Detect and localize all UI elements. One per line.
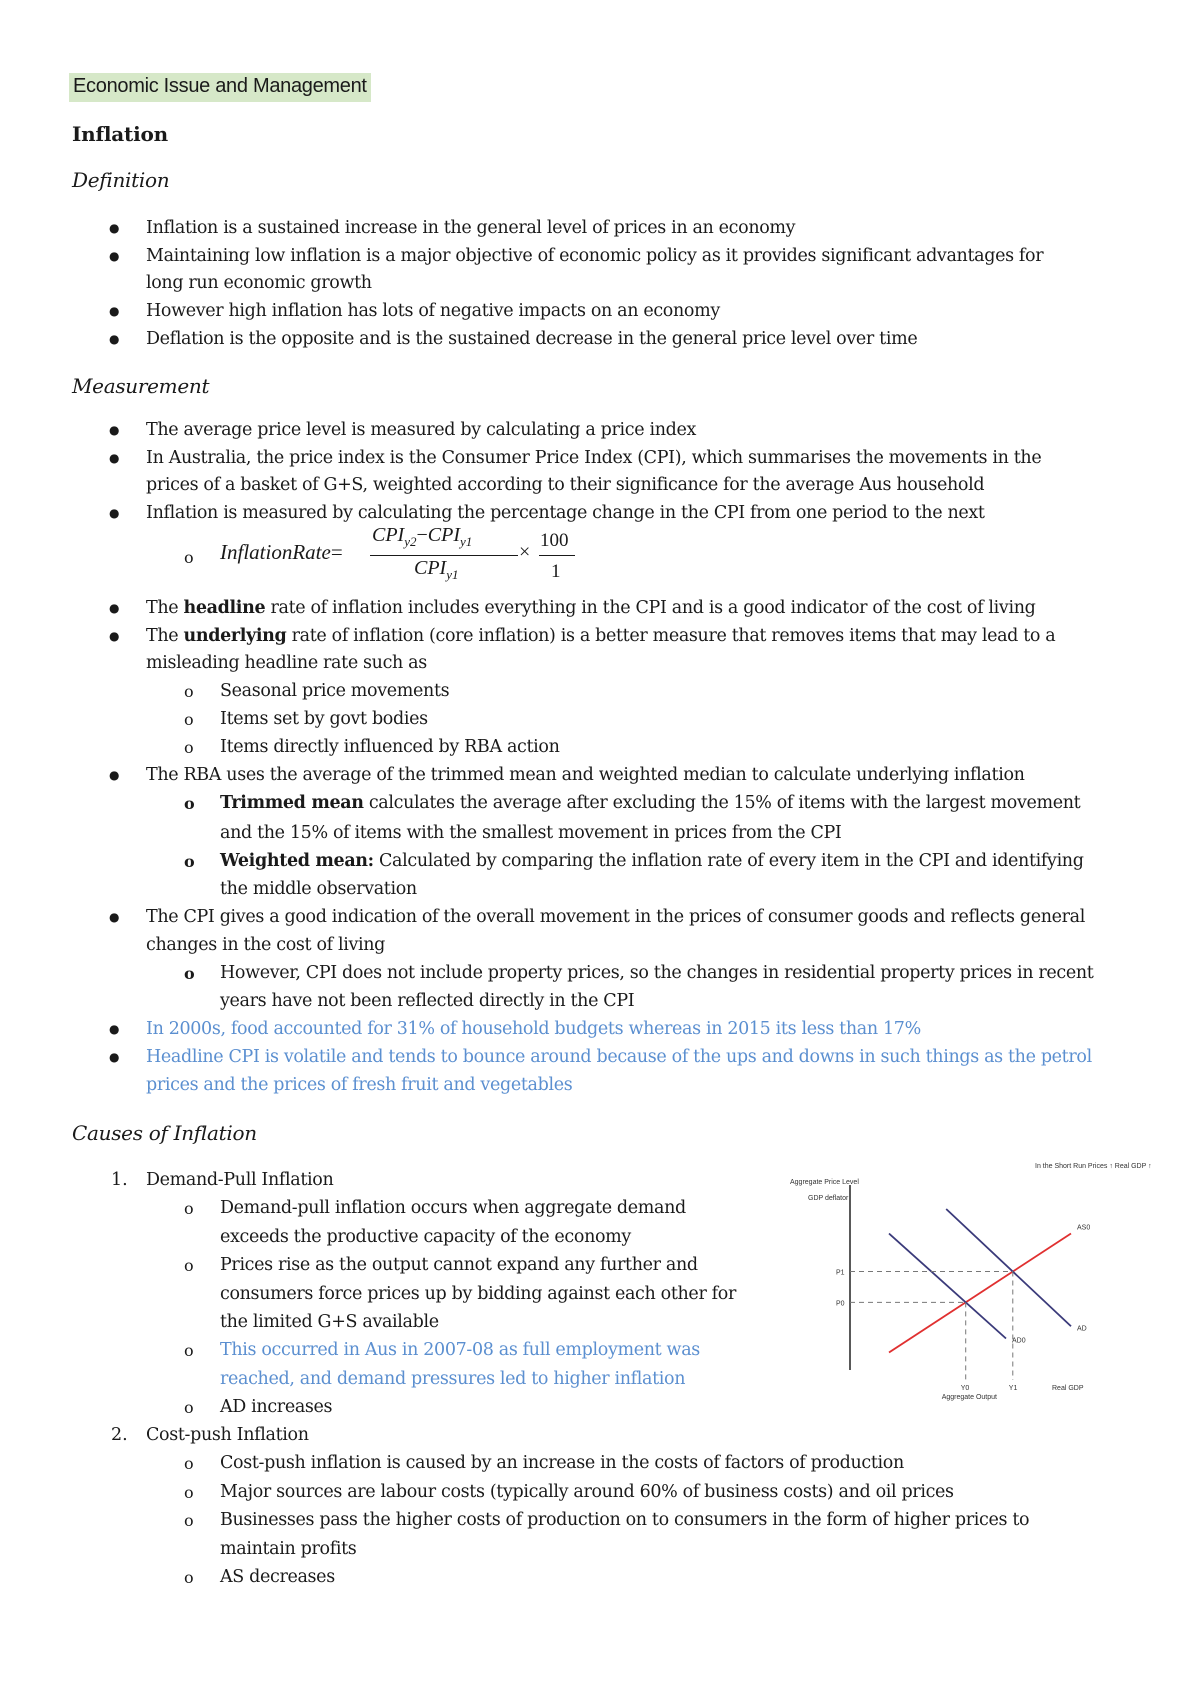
cause-title: Demand-Pull Inflation: [146, 1170, 334, 1190]
series-label: AD: [1077, 1325, 1087, 1333]
bullet-icon: ●: [109, 1022, 120, 1036]
measurement-item-cont: prices and the prices of fresh fruit and vegetables: [146, 1075, 573, 1095]
measurement-item-highlight: In 2000s, food accounted for 31% of household budgets whereas in 2015 its less than 17%: [146, 1019, 921, 1039]
formula-times: ×: [519, 541, 531, 563]
x-tick-label: Y0: [960, 1385, 970, 1392]
bullet-icon: ●: [109, 332, 120, 346]
causes-heading: Causes of Inflation: [72, 1121, 257, 1145]
definition-heading: Definition: [72, 168, 170, 192]
sub-item: Prices rise as the output cannot expand any further and: [220, 1255, 698, 1275]
sub-bullet-icon: o: [184, 710, 194, 729]
formula-100: 100: [540, 530, 569, 551]
definition-item: Maintaining low inflation is a major objective of economic policy as it provides significant advantages for: [146, 246, 1044, 266]
definition-item: Deflation is the opposite and is the sustained decrease in the general price level over time: [146, 329, 918, 349]
sub-bullet-icon: o: [184, 1568, 194, 1587]
sub-item: Demand-pull inflation occurs when aggregate demand: [220, 1198, 686, 1218]
list-number: 1.: [111, 1170, 128, 1190]
definition-item: Inflation is a sustained increase in the general level of prices in an economy: [146, 218, 796, 238]
sub-item-highlight: This occurred in Aus in 2007-08 as full employment was: [220, 1340, 700, 1360]
sub-item: AS decreases: [220, 1567, 335, 1587]
measurement-item: The headline rate of inflation includes everything in the CPI and is a good indicator of the cost of living: [146, 598, 1036, 618]
sub-item-cont: and the 15% of items with the smallest movement in prices from the CPI: [220, 823, 842, 843]
sub-item: AD increases: [220, 1397, 333, 1417]
measurement-item-highlight: Headline CPI is volatile and tends to bounce around because of the ups and downs in such things as the petrol: [146, 1047, 1092, 1067]
sub-item: Businesses pass the higher costs of production on to consumers in the form of higher prices to: [220, 1510, 1030, 1530]
sub-item-cont: exceeds the productive capacity of the economy: [220, 1227, 631, 1247]
bullet-icon: ●: [109, 221, 120, 235]
bullet-icon: ●: [109, 910, 120, 924]
x-tick-label: Y1: [1008, 1385, 1018, 1392]
y-axis-label-2: GDP deflator: [808, 1195, 849, 1202]
y-tick-label: P1: [836, 1269, 845, 1277]
sub-item-cont: reached, and demand pressures led to higher inflation: [220, 1369, 686, 1389]
measurement-item: The CPI gives a good indication of the overall movement in the prices of consumer goods and reflects general: [146, 907, 1085, 927]
formula-1: 1: [551, 561, 561, 582]
sub-item-cont: years have not been reflected directly in the CPI: [220, 991, 635, 1011]
sub-bullet-icon: o: [184, 1511, 194, 1530]
bullet-icon: ●: [109, 506, 120, 520]
formula-numerator: $CPI_{y2}-CPI_{y1}$: [372, 524, 473, 549]
sub-item: Seasonal price movements: [220, 681, 450, 701]
series-label: AD0: [1012, 1337, 1026, 1345]
sub-item: Items directly influenced by RBA action: [220, 737, 560, 757]
sub-bullet-icon: o: [184, 682, 194, 701]
bullet-icon: ●: [109, 1050, 120, 1064]
bullet-icon: ●: [109, 601, 120, 615]
x-axis-label-right: Real GDP: [1052, 1385, 1084, 1392]
sub-item: Weighted mean: Calculated by comparing the inflation rate of every item in the CPI and identifying: [220, 851, 1084, 871]
measurement-item: The underlying rate of inflation (core inflation) is a better measure that removes items that may lead to a: [146, 626, 1056, 646]
sub-bullet-icon: o: [184, 1454, 194, 1473]
definition-item-cont: long run economic growth: [146, 273, 372, 293]
x-axis-label: Aggregate Output: [941, 1394, 997, 1401]
formula-lhs: InflationRate=: [220, 540, 343, 564]
sub-item: However, CPI does not include property prices, so the changes in residential property prices in recent: [220, 963, 1094, 983]
bullet-icon: ●: [109, 768, 120, 782]
series-line-as0: [889, 1234, 1071, 1353]
list-number: 2.: [111, 1425, 128, 1445]
y-axis-label: Aggregate Price Level: [790, 1179, 859, 1186]
chart-note: In the Short Run Prices ↑ Real GDP ↑: [1035, 1163, 1152, 1170]
sub-bullet-icon: o: [184, 548, 194, 567]
formula-denominator: $CPI_{y1}$: [414, 557, 459, 582]
sub-item-cont: the middle observation: [220, 879, 417, 899]
measurement-item-cont: prices of a basket of G+S, weighted according to their significance for the average Aus household: [146, 475, 985, 495]
measurement-item-cont: misleading headline rate such as: [146, 653, 427, 673]
sub-bullet-icon: o: [184, 1256, 194, 1275]
sub-bullet-icon: o: [184, 964, 195, 983]
sub-bullet-icon: o: [184, 1398, 194, 1417]
bullet-icon: ●: [109, 423, 120, 437]
sub-item-cont: the limited G+S available: [220, 1312, 439, 1332]
measurement-item: The average price level is measured by calculating a price index: [146, 420, 696, 440]
bullet-icon: ●: [109, 304, 120, 318]
measurement-item-cont: changes in the cost of living: [146, 935, 386, 955]
measurement-item: In Australia, the price index is the Consumer Price Index (CPI), which summarises the movements in the: [146, 448, 1042, 468]
bullet-icon: ●: [109, 629, 120, 643]
sub-bullet-icon: o: [184, 1341, 194, 1360]
sub-bullet-icon: o: [184, 1199, 194, 1218]
sub-item: Major sources are labour costs (typically around 60% of business costs) and oil prices: [220, 1482, 954, 1502]
definition-item: However high inflation has lots of negative impacts on an economy: [146, 301, 720, 321]
bullet-icon: ●: [109, 451, 120, 465]
y-tick-label: P0: [836, 1300, 845, 1308]
fraction-bar: [539, 555, 575, 556]
measurement-item: Inflation is measured by calculating the percentage change in the CPI from one period to the next: [146, 503, 985, 523]
measurement-heading: Measurement: [72, 374, 210, 398]
cause-title: Cost-push Inflation: [146, 1425, 309, 1445]
sub-item: Trimmed mean calculates the average after excluding the 15% of items with the largest movement: [220, 793, 1081, 813]
sub-item-cont: consumers force prices up by bidding against each other for: [220, 1284, 736, 1304]
series-line-ad: [946, 1209, 1071, 1326]
fraction-bar: [370, 555, 518, 556]
sub-bullet-icon: o: [184, 738, 194, 757]
sub-item: Items set by govt bodies: [220, 709, 428, 729]
ad-as-chart: [790, 1160, 1152, 1401]
sub-item: Cost-push inflation is caused by an increase in the costs of factors of production: [220, 1453, 904, 1473]
document-title: Economic Issue and Management: [69, 73, 371, 102]
bullet-icon: ●: [109, 249, 120, 263]
sub-bullet-icon: o: [184, 852, 195, 871]
measurement-item: The RBA uses the average of the trimmed mean and weighted median to calculate underlying inflation: [146, 765, 1025, 785]
sub-bullet-icon: o: [184, 794, 195, 813]
section-heading: Inflation: [72, 122, 168, 146]
sub-item-cont: maintain profits: [220, 1539, 357, 1559]
series-label: AS0: [1077, 1224, 1091, 1232]
sub-bullet-icon: o: [184, 1483, 194, 1502]
